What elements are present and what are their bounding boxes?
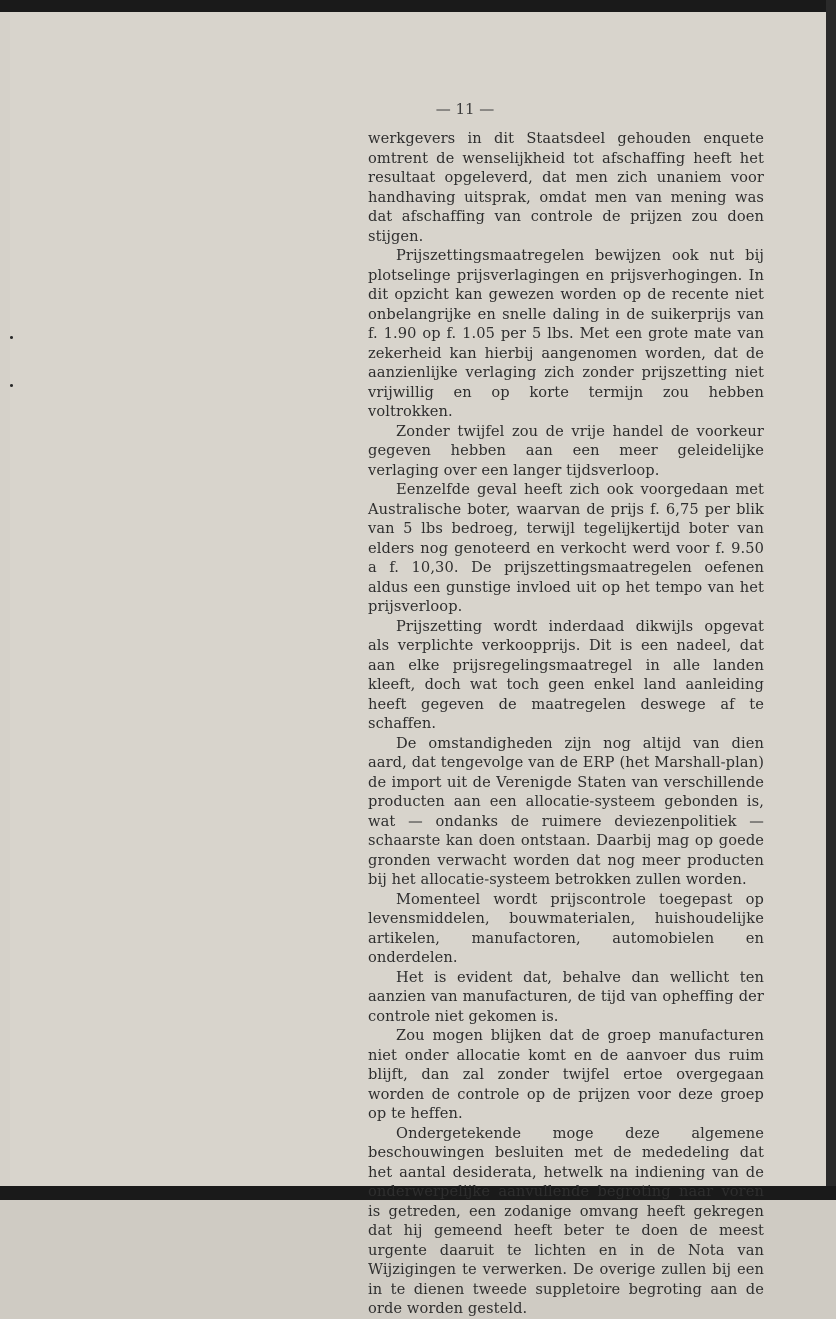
paragraph: Momenteel wordt prijscontrole toegepast op levensmiddelen, bouwmaterialen, huishoudelijke artikelen, manufactoren, automobielen en onderdelen. (368, 890, 764, 966)
paragraph: Prijszettingsmaatregelen bewijzen ook nut bij plotselinge prijsverlagingen en prijsverhogingen. In dit opzicht kan gewezen worden op de recente niet onbelangrijke en snelle daling in de suikerprijs van f. 1.90 op f. 1.05 per 5 lbs. Met een grote mate van zekerheid kan hierbij aangenomen worden, dat de aanzienlijke verlaging zich zonder prijszetting niet vrijwillig en op korte termijn zou hebben voltrokken. (368, 247, 764, 420)
paragraph: De omstandigheden zijn nog altijd van dien aard, dat tengevolge van de ERP (het Marshall-plan) de import uit de Verenigde Staten van verschillende producten aan een allocatie-systeem gebonden is, wat — ondanks de ruimere deviezenpolitiek — schaarste kan doen ontstaan. Daarbij mag op goede gronden verwacht worden dat nog meer producten bij het allocatie-systeem betrokken zullen worden. (368, 734, 764, 888)
paragraph: Het is evident dat, behalve dan wellicht ten aanzien van manufacturen, de tijd van opheffing der controle niet gekomen is. (368, 968, 764, 1025)
scan-right-border (826, 0, 836, 1200)
margin-mark (10, 336, 13, 339)
paragraph: Prijszetting wordt inderdaad dikwijls opgevat als verplichte verkoopprijs. Dit is een nadeel, dat aan elke prijsregelingsmaatregel in alle landen kleeft, doch wat toch geen enkel land aanleiding heeft gegeven de maatregelen deswege af te schaffen. (368, 617, 764, 732)
margin-mark (10, 384, 13, 387)
paragraph: Ondergetekende moge deze algemene beschouwingen besluiten met de mededeling dat het aantal desiderata, hetwelk na indiening van de onderwerpelijke aanvullende begroting naar voren is getreden, een zodanige omvang heeft gekregen dat hij gemeend heeft beter te doen de meest urgente daaruit te lichten en in de Nota van Wijzigingen te verwerken. De overige zullen bij een in te dienen tweede suppletoire begroting aan de orde worden gesteld. (368, 1124, 764, 1317)
paragraph: Eenzelfde geval heeft zich ook voorgedaan met Australische boter, waarvan de prijs f. 6,75 per blik van 5 lbs bedroeg, terwijl tegelijkertijd boter van elders nog genoteerd en verkocht werd voor f. 9.50 a f. 10,30. De prijszettingsmaatregelen oefenen aldus een gunstige invloed uit op het tempo van het prijsverloop. (368, 481, 764, 615)
scan-top-border (0, 0, 836, 12)
page-number: — 11 — (435, 100, 495, 118)
paragraph: Zonder twijfel zou de vrije handel de voorkeur gegeven hebben aan een meer geleidelijke verlaging over een langer tijdsverloop. (368, 422, 764, 479)
paragraph: werkgevers in dit Staatsdeel gehouden enquete omtrent de wenselijkheid tot afschaffing heeft het resultaat opgeleverd, dat men zich unaniem voor handhaving uitsprak, omdat men van mening was dat afschaffing van controle de prijzen zou doen stijgen. (368, 130, 764, 245)
document-body (368, 129, 764, 1319)
paragraph: Zou mogen blijken dat de groep manufacturen niet onder allocatie komt en de aanvoer dus ruim blijft, dan zal zonder twijfel ertoe overgegaan worden de controle op de prijzen voor deze groep op te heffen. (368, 1027, 764, 1122)
